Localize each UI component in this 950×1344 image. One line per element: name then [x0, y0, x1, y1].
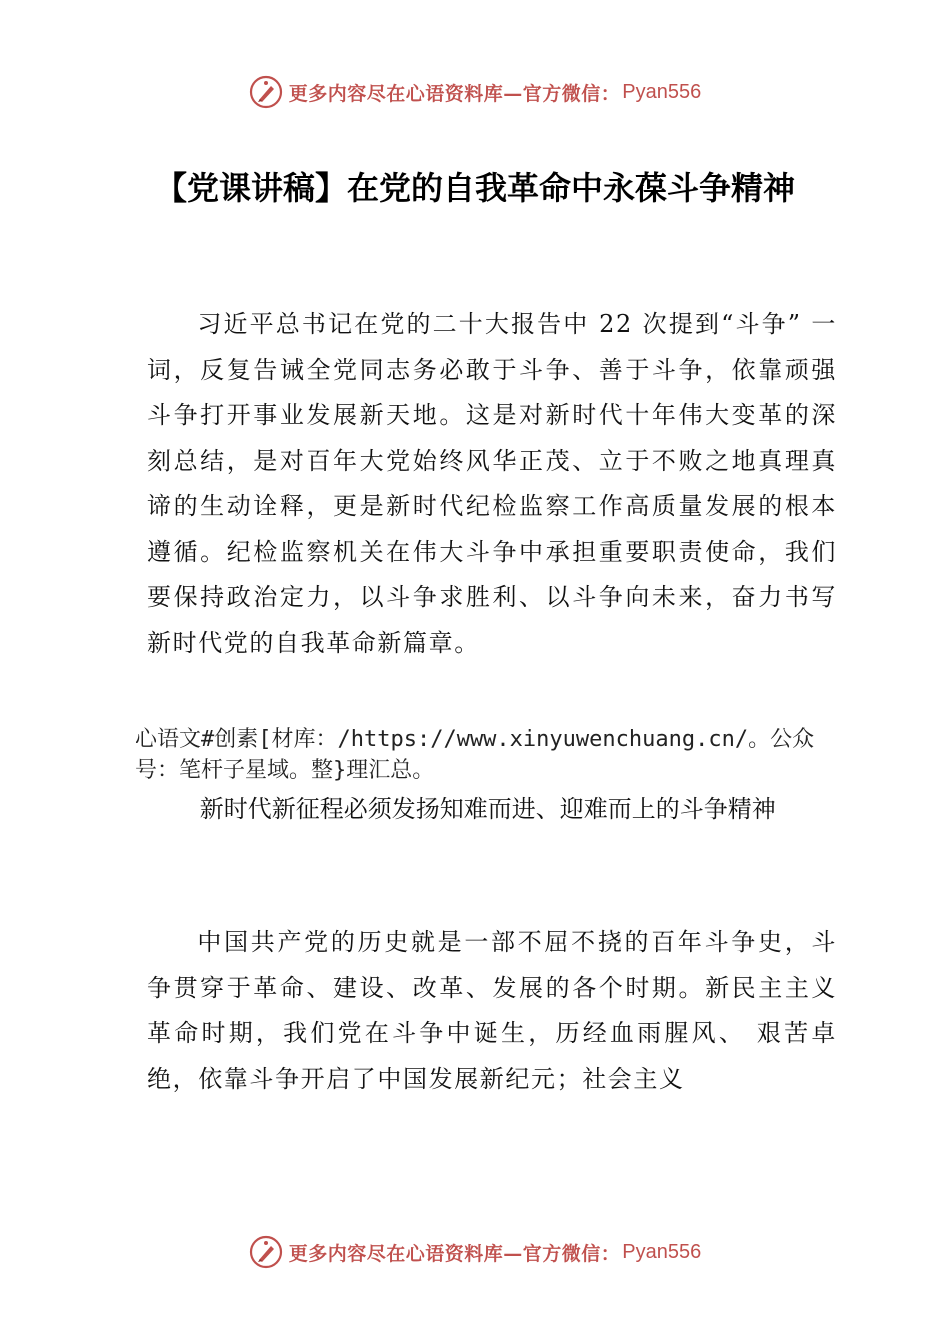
- banner-wechat-handle: Pyan556: [622, 80, 702, 103]
- body-paragraph-1: 习近平总书记在党的二十大报告中 22 次提到“斗争” 一词，反复告诫全党同志务必敢于斗争、善于斗争，依靠顽强斗争打开事业发展新天地。这是对新时代十年伟大变革的深刻总结，是对百年大党始终风华正茂、立于不败之地真理真谛的生动诠释，更是新时代纪检监察工作高质量发展的根本遵循。纪检监察机关在伟大斗争中承担重要职责使命，我们要保持政治定力，以斗争求胜利、以斗争向未来，奋力书写新时代党的自我革命新篇章。: [147, 310, 837, 657]
- source-note: 心语文#创素[材库：/https://www.xinyuwenchuang.cn/。公众号：笔杆子星域。整}理汇总。: [135, 727, 815, 783]
- banner-text: 更多内容尽在心语资料库—官方微信：: [288, 1242, 621, 1265]
- pen-nib-logo-icon: [249, 75, 283, 109]
- section-heading: 新时代新征程必须发扬知难而进、迎难而上的斗争精神: [199, 795, 776, 823]
- bottom-banner: [0, 1230, 950, 1274]
- page-title: 【党课讲稿】在党的自我革命中永葆斗争精神: [154, 169, 795, 207]
- banner-text: 更多内容尽在心语资料库—官方微信：: [288, 82, 621, 105]
- top-banner: [0, 70, 950, 114]
- body-paragraph-2: 中国共产党的历史就是一部不屈不挠的百年斗争史，斗争贯穿于革命、建设、改革、发展的各个时期。新民主主义革命时期，我们党在斗争中诞生，历经血雨腥风、 艰苦卓绝，依靠斗争开启了中国发展新纪元；社会主义: [147, 928, 837, 1093]
- banner-wechat-handle: Pyan556: [622, 1240, 702, 1263]
- pen-nib-logo-icon: [249, 1235, 283, 1269]
